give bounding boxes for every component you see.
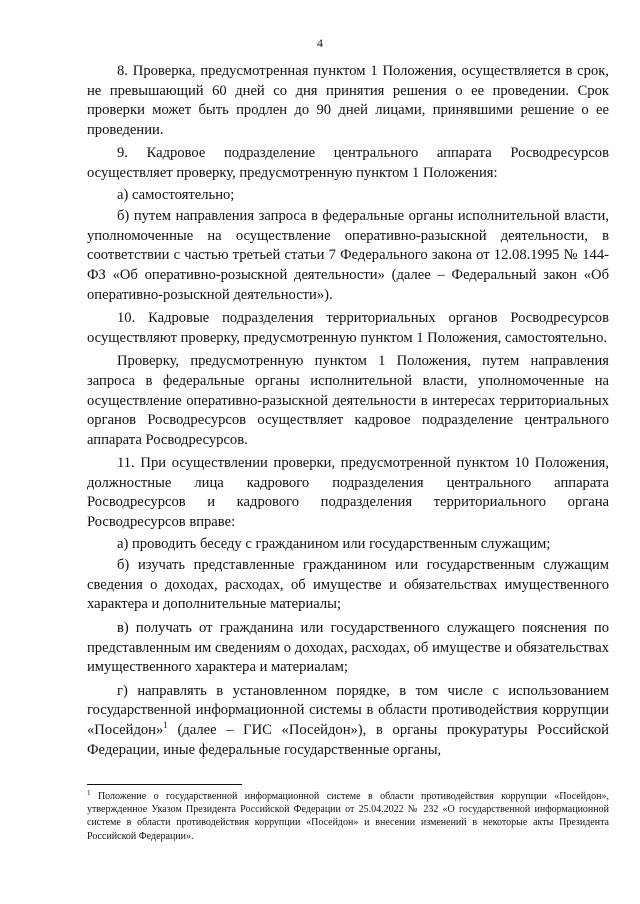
footnote-separator	[87, 784, 242, 785]
paragraph-11: 11. При осуществлении проверки, предусмотренной пунктом 10 Положения, должностные лица кадрового подразделения центрального аппарата Росводресурсов и кадрового подразделения территориального органа Росводресурсов вправе:	[87, 455, 609, 531]
paragraph-11g-text-end: (далее – ГИС «Посейдон»), в органы прокуратуры Российской Федерации, иные федеральные государственные органы,	[87, 722, 609, 758]
paragraph-11b: б) изучать представленные гражданином или государственным служащим сведения о доходах, расходах, об имуществе и обязательствах имущественного характера и дополнительные материалы;	[87, 557, 609, 613]
paragraph-9b: б) путем направления запроса в федеральные органы исполнительной власти, уполномоченные на осуществление оперативно-разыскной деятельности, в соответствии с частью третьей статьи 7 Федерального закона от 12.08.1995 № 144-ФЗ «Об оперативно-розыскной деятельности» (далее – Федеральный закон «Об оперативно-розыскной деятельности»).	[87, 208, 609, 303]
paragraph-11a: а) проводить беседу с гражданином или государственным служащим;	[117, 535, 551, 552]
footnote-reference: 1	[163, 720, 168, 730]
document-body	[87, 62, 609, 764]
paragraph-10-continuation: Проверку, предусмотренную пунктом 1 Положения, путем направления запроса в федеральные органы исполнительной власти, уполномоченные на осуществление оперативно-разыскной деятельности в интересах территориальных органов Росводресурсов осуществляет кадровое подразделение центрального аппарата Росводресурсов.	[87, 353, 609, 448]
footnote-text: Положение о государственной информационной системе в области противодействия коррупции «Посейдон», утвержденное Указом Президента Российской Федерации от 25.04.2022 № 232 «О государственной информационной системе в области противодействия коррупции «Посейдон» и внесении изменений в некоторые акты Президента Российской Федерации».	[87, 791, 609, 842]
paragraph-9: 9. Кадровое подразделение центрального аппарата Росводресурсов осуществляет проверку, предусмотренную пунктом 1 Положения:	[87, 145, 609, 181]
page-number: 4	[317, 36, 323, 50]
paragraph-9a: а) самостоятельно;	[117, 186, 235, 203]
paragraph-11g-text-start: г) направлять в установленном порядке, в том числе с использованием государственной информационной системы в области противодействия коррупции «Посейдон»	[87, 682, 609, 738]
paragraph-10: 10. Кадровые подразделения территориальных органов Росводресурсов осуществляют проверку, предусмотренную пунктом 1 Положения, самостоятельно.	[87, 310, 609, 346]
footnote-marker: 1	[87, 789, 91, 797]
paragraph-11g	[87, 682, 609, 760]
footnote	[87, 790, 609, 843]
paragraph-11v: в) получать от гражданина или государственного служащего пояснения по представленным им сведениям о доходах, расходах, об имуществе и обязательствах имущественного характера и материалам;	[87, 620, 609, 676]
paragraph-8: 8. Проверка, предусмотренная пунктом 1 Положения, осуществляется в срок, не превышающий 60 дней со дня принятия решения о ее проведении. Срок проверки может быть продлен до 90 дней лицами, принявшими решение о ее проведении.	[87, 63, 609, 138]
